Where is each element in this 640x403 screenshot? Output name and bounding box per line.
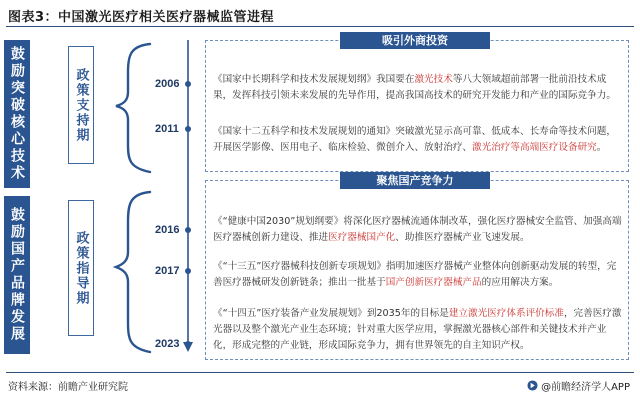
brand-credit xyxy=(527,378,630,393)
policy-item-2006: 《国家中长期科学和技术发展规划纲》我国要在激光技术等八大领域超前部署一批前沿技术成果，发挥科技引领未来发展的先导作用，提高我国高技术的研究开发能力和产业的国际竞争力。 xyxy=(213,74,616,101)
brace-top xyxy=(116,44,150,172)
panel-heading-domestic-competitiveness: 聚焦国产竞争力 xyxy=(340,172,490,189)
policy-item-2016: 《“健康中国2030”规划纲要》将深化医疗器械流通体制改革，强化医疗器械安全监管、加强高端医疗器械创新力建设、推进医疗器械国产化、助推医疗器械产业飞速发展。 xyxy=(213,216,622,243)
phase-guidance: 政策指导期 xyxy=(68,200,94,336)
brace-bottom xyxy=(116,192,150,352)
tick-2006 xyxy=(185,81,191,87)
year-2017: 2017 xyxy=(155,265,180,277)
year-2023: 2023 xyxy=(155,338,180,350)
source-note: 资料来源：前瞻产业研究院 xyxy=(8,382,128,393)
label-domestic-brand: 鼓励国产品牌发展 xyxy=(4,196,30,354)
tick-2017 xyxy=(185,268,191,274)
policy-item-2011: 《国家十二五科学和技术发展规划的通知》突破激光显示高可靠、低成本、长寿命等技术问题，开展医学影像、医用电子、临床检验、微创介入、放射治疗、激光治疗等高端医疗设备研究。 xyxy=(213,126,616,153)
year-2006: 2006 xyxy=(155,78,180,90)
phase-support: 政策支持期 xyxy=(68,46,94,164)
policy-item-2017: 《“十三五”医疗器械科技创新专项规划》指明加速医疗器械产业整体向创新驱动发展的转型，完善医疗器械研发创新链条；推出一批基于国产创新医疗器械产品的应用解决方案。 xyxy=(213,261,617,288)
year-2016: 2016 xyxy=(155,224,180,236)
tick-2011 xyxy=(185,126,191,132)
tick-2023 xyxy=(185,341,191,347)
policy-item-2023: 《“十四五”医疗装备产业发展规划》到2035年的目标是建立激光医疗体系评价标准，完善医疗激光器以及整个激光产业生态环境；针对重大医学应用，掌握激光器核心部件和关键技术并产业化，形成完整的产业链，形成国际竞争力，拥有世界领先的自主知识产权。 xyxy=(213,308,622,351)
tick-2016 xyxy=(185,227,191,233)
panel-heading-foreign-investment: 吸引外商投资 xyxy=(340,32,490,49)
figure-title: 图表3：中国激光医疗相关医疗器械监管进程 xyxy=(8,10,275,25)
footer-divider xyxy=(6,372,634,373)
brand-credit-text: @前瞻经济学人APP xyxy=(541,382,630,393)
brand-logo-icon xyxy=(527,380,538,391)
label-core-tech: 鼓励突破核心技术 xyxy=(4,40,30,188)
year-2011: 2011 xyxy=(155,123,179,135)
